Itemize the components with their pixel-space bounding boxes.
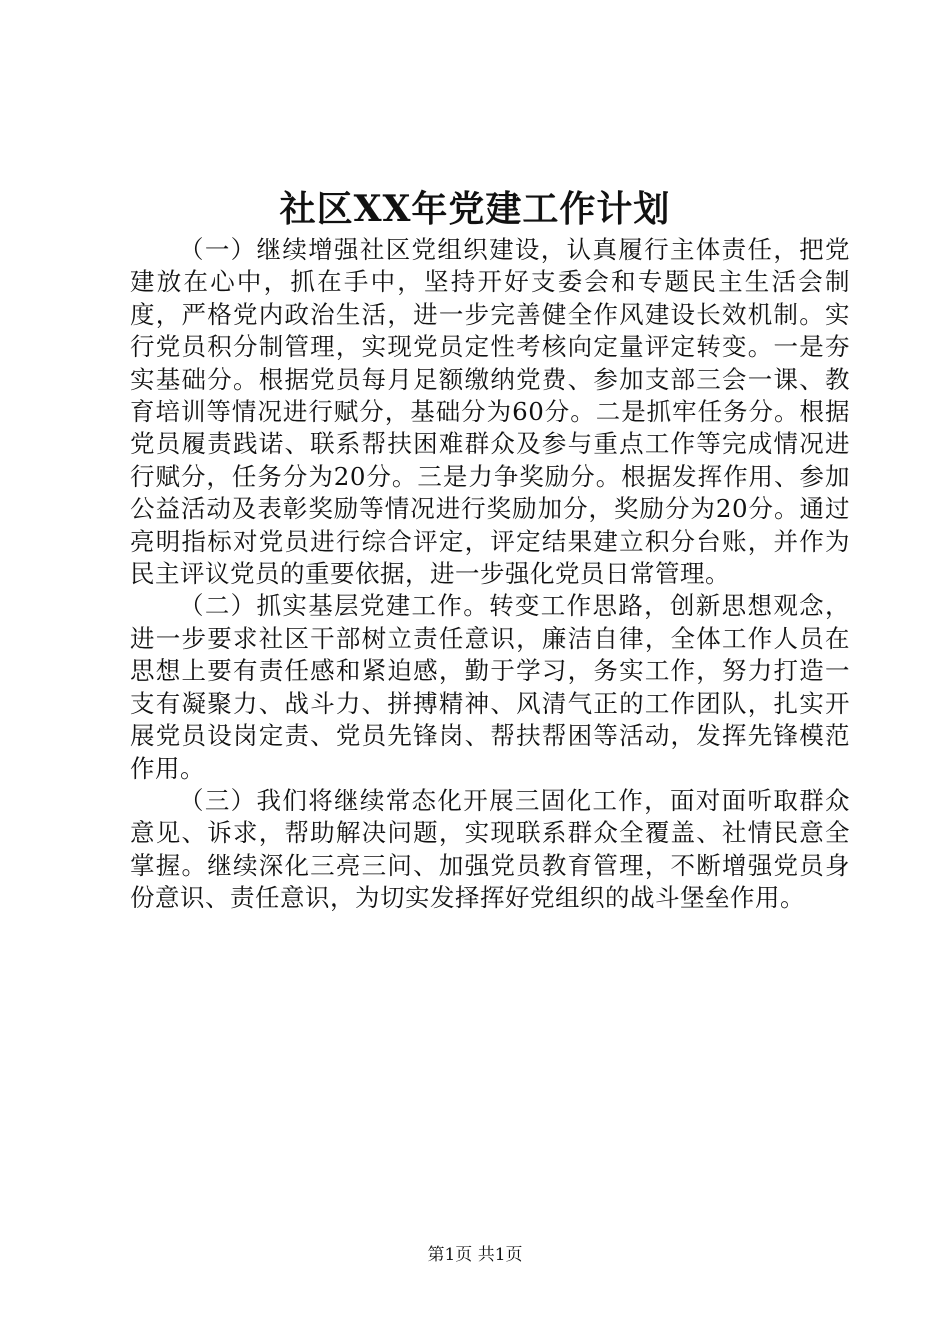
page-number-footer: 第1页 共1页 (427, 1245, 523, 1265)
paragraph-2: （二）抓实基层党建工作。转变工作思路，创新思想观念，进一步要求社区干部树立责任意识，廉洁自律，全体工作人员在思想上要有责任感和紧迫感，勤于学习，务实工作，努力打造一支有凝聚力、战斗力、拼搏精神、风清气正的工作团队，扎实开展党员设岗定责、党员先锋岗、帮扶帮困等活动，发挥先锋模范作用。 (130, 591, 850, 783)
document-body (130, 234, 850, 915)
document-title: 社区XX年党建工作计划 (279, 188, 671, 230)
paragraph-1: （一）继续增强社区党组织建设，认真履行主体责任，把党建放在心中，抓在手中，坚持开好支委会和专题民主生活会制度，严格党内政治生活，进一步完善健全作风建设长效机制。实行党员积分制管理，实现党员定性考核向定量评定转变。一是夯实基础分。根据党员每月足额缴纳党费、参加支部三会一课、教育培训等情况进行赋分，基础分为60分。二是抓牢任务分。根据党员履责践诺、联系帮扶困难群众及参与重点工作等完成情况进行赋分，任务分为20分。三是力争奖励分。根据发挥作用、参加公益活动及表彰奖励等情况进行奖励加分，奖励分为20分。通过亮明指标对党员进行综合评定，评定结果建立积分台账，并作为民主评议党员的重要依据，进一步强化党员日常管理。 (130, 235, 850, 589)
paragraph-3: （三）我们将继续常态化开展三固化工作，面对面听取群众意见、诉求，帮助解决问题，实现联系群众全覆盖、社情民意全掌握。继续深化三亮三问、加强党员教育管理，不断增强党员身份意识、责任意识，为切实发择挥好党组织的战斗堡垒作用。 (130, 785, 850, 913)
